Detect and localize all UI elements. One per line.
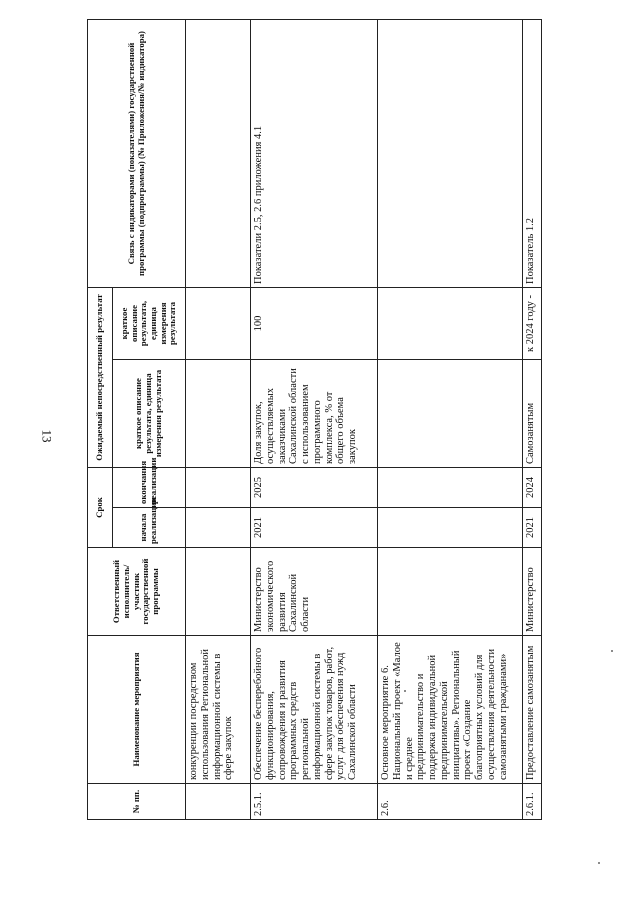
scan-speck (611, 650, 613, 652)
cell-responsible: Министерство экономического развития Сахалинской области (251, 548, 378, 636)
cell-end (378, 468, 523, 508)
cell-start: 2021 (251, 508, 378, 548)
cell-num: 2.6. (378, 784, 523, 820)
cell-responsible (378, 548, 523, 636)
cell-value (378, 288, 523, 360)
header-expected-desc: краткое описание результата, единица измерения результата (113, 360, 186, 468)
header-num: № пп. (88, 784, 186, 820)
cell-desc (186, 360, 251, 468)
cell-link: Показатели 2.5, 2.6 приложения 4.1 (251, 20, 378, 288)
table-row (186, 20, 251, 820)
cell-start: 2021 (523, 508, 542, 548)
header-link: Связь с индикаторами (показателями) государственной программы (подпрограммы) (№ Приложения/№ индикатора) (88, 20, 186, 288)
cell-num: 2.5.1. (251, 784, 378, 820)
header-responsible: Ответственный исполнитель/участник государственной программы (88, 548, 186, 636)
scan-speck (598, 862, 600, 864)
cell-name: Обеспечение бесперебойного функционирования, сопровождения и развития программных средств региональной информационной системы в сфере закупок товаров, работ, услуг для обеспечения нужд Сахалинской области (251, 636, 378, 784)
program-activities-table (87, 19, 542, 820)
cell-name: Предоставление самозанятым (523, 636, 542, 784)
cell-desc: Доля закупок, осуществляемых заказчиками Сахалинской области с использованием программного комплекса, % от общего объема закупок (251, 360, 378, 468)
cell-name: Основное мероприятие 6. Национальный проект «Малое и среднее предпринимательство и поддержка индивидуальной предпринимательской инициативы». Региональный проект «Создание благоприятных условий для осуществления деятельности самозанятыми гражданами» (378, 636, 523, 784)
table-row (251, 20, 378, 820)
cell-responsible: Министерство (523, 548, 542, 636)
cell-value (186, 288, 251, 360)
header-term-start: начала реализации (113, 508, 186, 548)
scan-speck (404, 690, 406, 692)
cell-start (378, 508, 523, 548)
cell-value: к 2024 году - (523, 288, 542, 360)
header-expected: Ожидаемый непосредственный результат (88, 288, 113, 468)
cell-link (186, 20, 251, 288)
table-row (523, 20, 542, 820)
cell-num: 2.6.1. (523, 784, 542, 820)
cell-name: конкуренции посредством использования Региональной информационной системы в сфере закупок (186, 636, 251, 784)
header-term-end: окончания реализации (113, 468, 186, 508)
header-name: Наименование мероприятия (88, 636, 186, 784)
cell-value: 100 (251, 288, 378, 360)
header-row (88, 20, 113, 820)
cell-desc (378, 360, 523, 468)
cell-end: 2024 (523, 468, 542, 508)
page-number: 13 (39, 429, 55, 443)
cell-desc: Самозанятым (523, 360, 542, 468)
header-expected-value: краткое описание результата, единица измерения результата (113, 288, 186, 360)
cell-start (186, 508, 251, 548)
table-row (378, 20, 523, 820)
cell-num (186, 784, 251, 820)
header-term: Срок (88, 468, 113, 548)
cell-responsible (186, 548, 251, 636)
cell-end: 2025 (251, 468, 378, 508)
cell-end (186, 468, 251, 508)
rotated-table-container (87, 20, 626, 820)
cell-link: Показатель 1.2 (523, 20, 542, 288)
cell-link (378, 20, 523, 288)
